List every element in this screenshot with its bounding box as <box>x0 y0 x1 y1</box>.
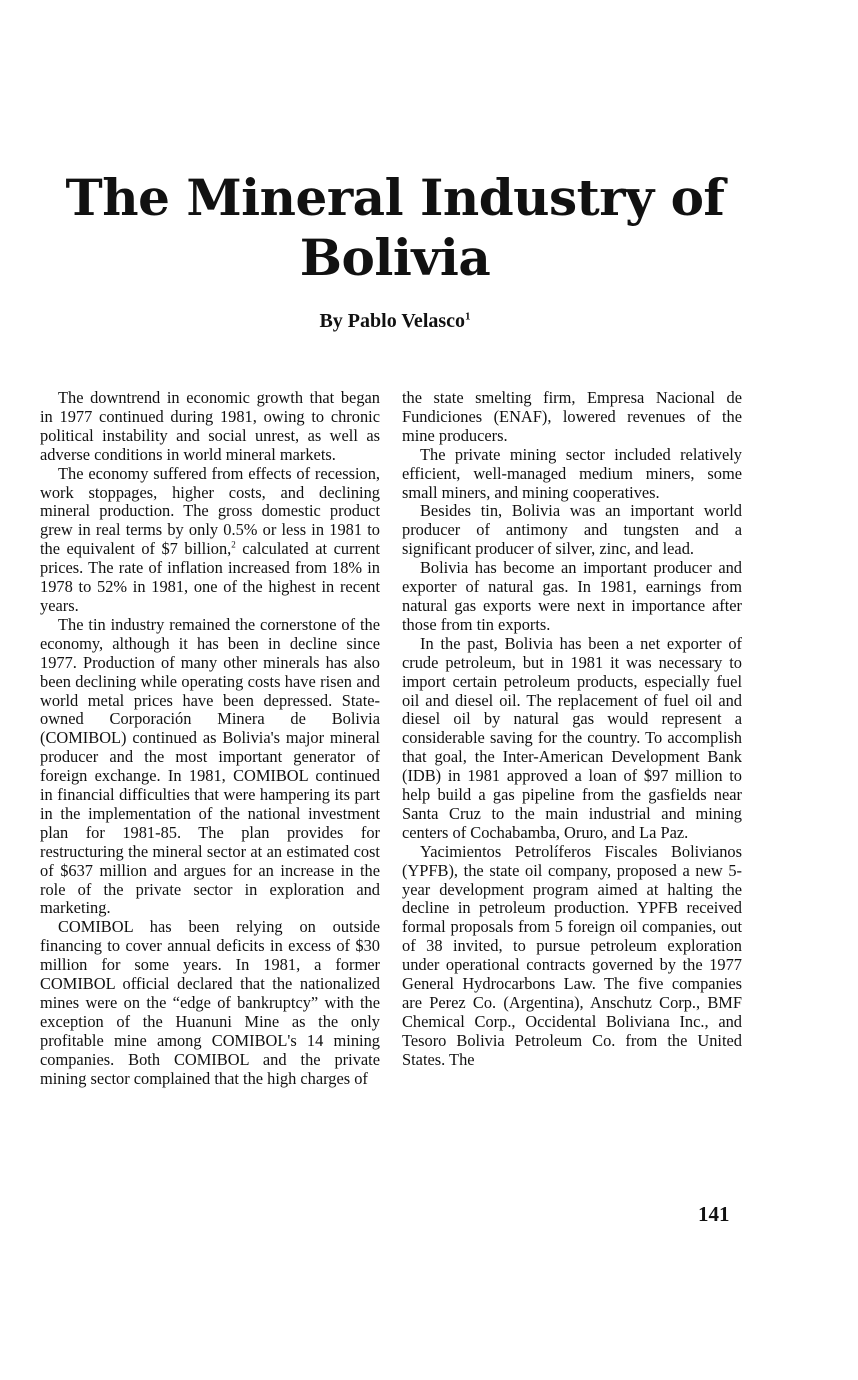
paragraph: The private mining sector included relatively efficient, well-managed medium miners, some small miners, and mining cooperatives. <box>402 444 742 502</box>
paragraph-text: The economy suffered from effects of recession, work stoppages, higher costs, and declining mineral production. The gross domestic product grew in real terms by only 0.5% or less in 1981 to the equivalent of $7 billion, <box>40 463 380 559</box>
left-column <box>40 389 380 1089</box>
paragraph-text: calculated at current prices. The rate of inflation increased from 18% in 1978 to 52% in 1981, one of the highest in recent years. <box>40 539 380 615</box>
author-byline <box>0 308 790 334</box>
author-name: By Pablo Velasco <box>319 310 466 332</box>
footnote-marker: 2 <box>231 539 236 550</box>
right-column <box>402 389 742 1070</box>
page-number: 141 <box>698 1202 730 1226</box>
paragraph: COMIBOL has been relying on outside financing to cover annual deficits in excess of $30 million for some years. In 1981, a former COMIBOL official declared that the nationalized mines were on the “edge of bankruptcy” with the exception of the Huanuni Mine as the only profitable mine among COMIBOL's 14 mining companies. Both COMIBOL and the private mining sector complained that the high charges of <box>40 917 380 1088</box>
paragraph <box>40 465 380 616</box>
paragraph: In the past, Bolivia has been a net exporter of crude petroleum, but in 1981 it was necessary to import certain petroleum products, especially fuel oil and diesel oil. The replacement of fuel oil and diesel oil by natural gas would represent a considerable saving for the country. To accomplish that goal, the Inter-American Development Bank (IDB) in 1981 approved a loan of $97 million to help build a gas pipeline from the gasfields near Santa Cruz to the main industrial and mining centers of Cochabamba, Oruro, and La Paz. <box>402 633 742 842</box>
paragraph-continuation: the state smelting firm, Empresa Nacional de Fundiciones (ENAF), lowered revenues of the mine producers. <box>402 388 742 445</box>
footnote-marker: 1 <box>465 310 471 323</box>
document-title <box>0 168 790 288</box>
title-line-1: The Mineral Industry of <box>65 168 725 227</box>
paragraph: The downtrend in economic growth that began in 1977 continued during 1981, owing to chronic political instability and social unrest, as well as adverse conditions in world mineral markets. <box>40 388 380 464</box>
paragraph: The tin industry remained the cornerstone of the economy, although it has been in decline since 1977. Production of many other minerals has also been declining while operating costs have risen and world metal prices have been depressed. State-owned Corporación Minera de Bolivia (COMIBOL) continued as Bolivia's major mineral producer and the most important generator of foreign exchange. In 1981, COMIBOL continued in financial difficulties that were hampering its part in the implementation of the national investment plan for 1981-85. The plan provides for restructuring the mineral sector at an estimated cost of $637 million and argues for an increase in the role of the private sector in exploration and marketing. <box>40 614 380 918</box>
paragraph: Bolivia has become an important producer and exporter of natural gas. In 1981, earnings from natural gas exports were next in importance after those from tin exports. <box>402 558 742 634</box>
paragraph: Yacimientos Petrolíferos Fiscales Bolivianos (YPFB), the state oil company, proposed a new 5-year development program aimed at halting the decline in petroleum production. YPFB received formal proposals from 5 foreign oil companies, out of 38 invited, to pursue petroleum exploration under operational contracts governed by the 1977 General Hydrocarbons Law. The five companies are Perez Co. (Argentina), Anschutz Corp., BMF Chemical Corp., Occidental Boliviana Inc., and Tesoro Bolivia Petroleum Co. from the United States. The <box>402 841 742 1069</box>
title-line-2: Bolivia <box>299 228 491 287</box>
paragraph: Besides tin, Bolivia was an important world producer of antimony and tungsten and a significant producer of silver, zinc, and lead. <box>402 501 742 559</box>
